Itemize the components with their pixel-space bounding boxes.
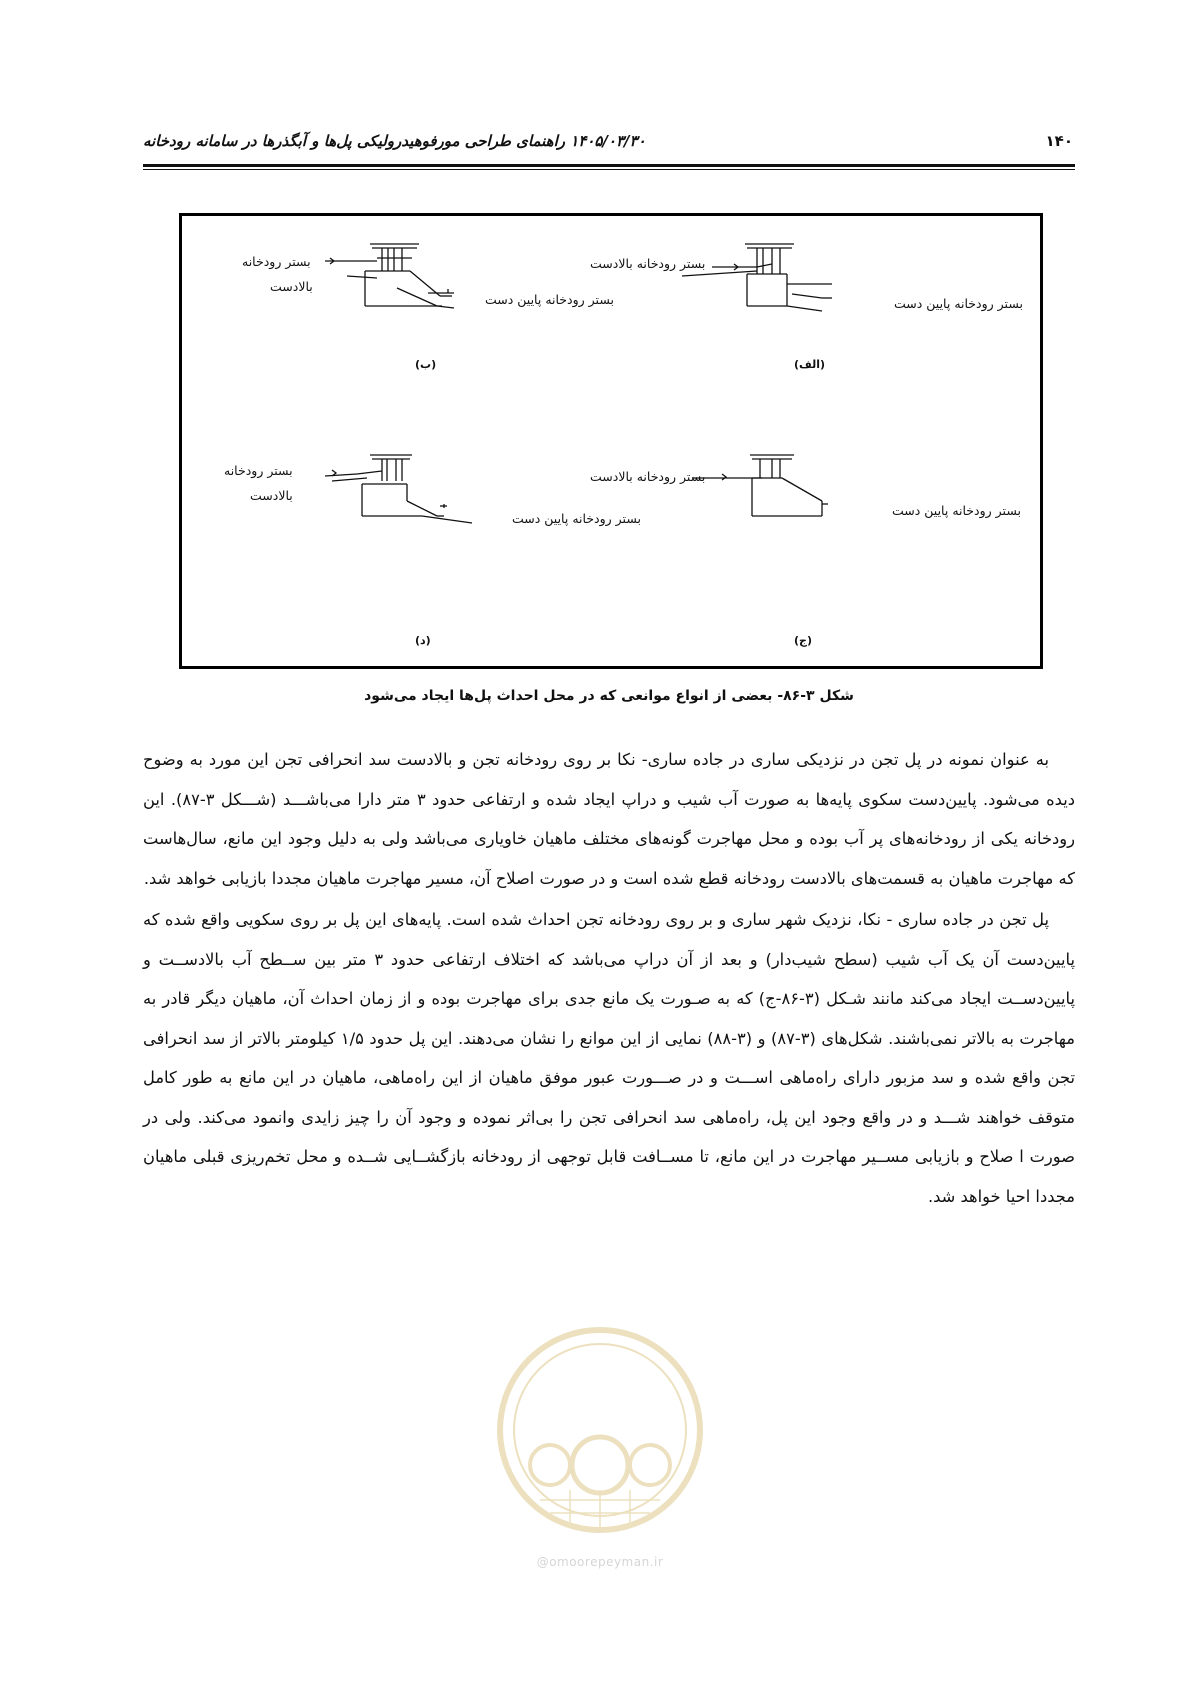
figure-caption: شکل ۳-۸۶- بعضی از انواع موانعی که در محل احداث پل‌ها ایجاد می‌شود bbox=[364, 688, 854, 704]
watermark-logo bbox=[470, 1315, 730, 1575]
panel-d-label: (د) bbox=[415, 634, 431, 647]
panel-d-drawing bbox=[325, 455, 472, 523]
watermark-url: @omoorepeyman.ir bbox=[536, 1555, 664, 1569]
panel-b-label: (ب) bbox=[415, 358, 437, 371]
panel-j-downstream-label: بستر رودخانه پایین دست bbox=[892, 503, 1021, 518]
panel-j-drawing bbox=[692, 455, 828, 516]
panel-d-upstream-label-2: بالادست bbox=[250, 488, 293, 503]
header-rule bbox=[143, 164, 1075, 167]
panel-j-upstream-label: بستر رودخانه بالادست bbox=[590, 469, 706, 484]
page-number: ۱۴۰ bbox=[1045, 132, 1073, 150]
panel-alef-drawing bbox=[682, 244, 832, 311]
paragraph: پل تجن در جاده ساری - نکا، نزدیک شهر ساری و بر روی رودخانه تجن احداث شده است. پایه‌های این پل بر روی سکویی واقع شده که پایین‌دست آن یک آب شیب (سطح شیب‌دار) و بعد از آن دراپ می‌باشد که اختلاف ارتفاعی حدود ۳ متر بین ســطح آب بالادســت و پایین‌دســت ایجاد می‌کند مانند شـکل (۳-۸۶-ج) که به صـورت یک مانع جدی برای مهاجرت بوده و از زمان احداث آن، ماهیان دیگر قادر به مهاجرت به بالاتر نمی‌باشند. شکل‌های (۳-۸۷) و (۳-۸۸) نمایی از این موانع را نشان می‌دهند. این پل حدود ۱/۵ کیلومتر بالاتر از سد انحرافی تجن واقع شده و سد مزبور دارای راه‌ماهی اســـت و در صـــورت عبور موفق ماهیان از این راه‌ماهی، ماهیان در این مانع به طور کامل متوقف خواهند شـــد و در واقع وجود این پل، راه‌ماهی سد انحرافی تجن را بی‌اثر نموده و وجود آن را چیز زایدی وانمود می‌کند. ولی در صورت ا صلاح و بازیابی مســیر مهاجرت در این مانع، تا مســافت قابل توجهی از رودخانه بازگشــایی شــده و محل تخم‌ریزی قبلی ماهیان مجددا احیا خواهد شد. bbox=[143, 910, 1075, 1206]
panel-b-upstream-label-2: بالادست bbox=[270, 279, 313, 294]
panel-d-upstream-label: بستر رودخانه bbox=[224, 463, 293, 478]
figure-bridge-obstacles bbox=[179, 213, 1043, 669]
panel-alef-label: (الف) bbox=[794, 358, 826, 371]
header-title: ۱۴۰۵/۰۳/۳۰ راهنمای طراحی مورفوهیدرولیکی پل‌ها و آبگذرها در سامانه رودخانه bbox=[143, 132, 646, 150]
header-rule-thin bbox=[143, 169, 1075, 170]
page-header bbox=[143, 128, 1075, 168]
paragraph: به عنوان نمونه در پل تجن در نزدیکی ساری در جاده ساری- نکا بر روی رودخانه تجن و بالادست سد انحرافی تجن این مورد به وضوح دیده می‌شود. پایین‌دست سکوی پایه‌ها به صورت آب شیب و دراپ ایجاد شده و ارتفاعی حدود ۳ متر دارا می‌باشـــد (شـــکل ۳-۸۷). این رودخانه یکی از رودخانه‌های پر آب بوده و محل مهاجرت گونه‌های مختلف ماهیان خاویاری می‌باشد ولی به دلیل وجود این مانع، سال‌هاست که مهاجرت ماهیان به قسمت‌های بالادست رودخانه قطع شده است و در صورت اصلاح آن، مسیر مهاجرت ماهیان مجددا بازیابی خواهد شد. bbox=[143, 750, 1076, 888]
watermark-seal-icon bbox=[470, 1315, 730, 1555]
panel-alef-downstream-label: بستر رودخانه پایین دست bbox=[894, 296, 1023, 311]
panel-d-downstream-label: بستر رودخانه پایین دست bbox=[512, 511, 641, 526]
body-text bbox=[143, 740, 1075, 1218]
panel-b-downstream-label: بستر رودخانه پایین دست bbox=[485, 292, 614, 307]
panel-alef-upstream-label: بستر رودخانه بالادست bbox=[590, 256, 706, 271]
panel-b-drawing bbox=[325, 244, 454, 308]
panel-b-upstream-label: بستر رودخانه bbox=[242, 254, 311, 269]
panel-j-label: (ج) bbox=[794, 634, 812, 647]
